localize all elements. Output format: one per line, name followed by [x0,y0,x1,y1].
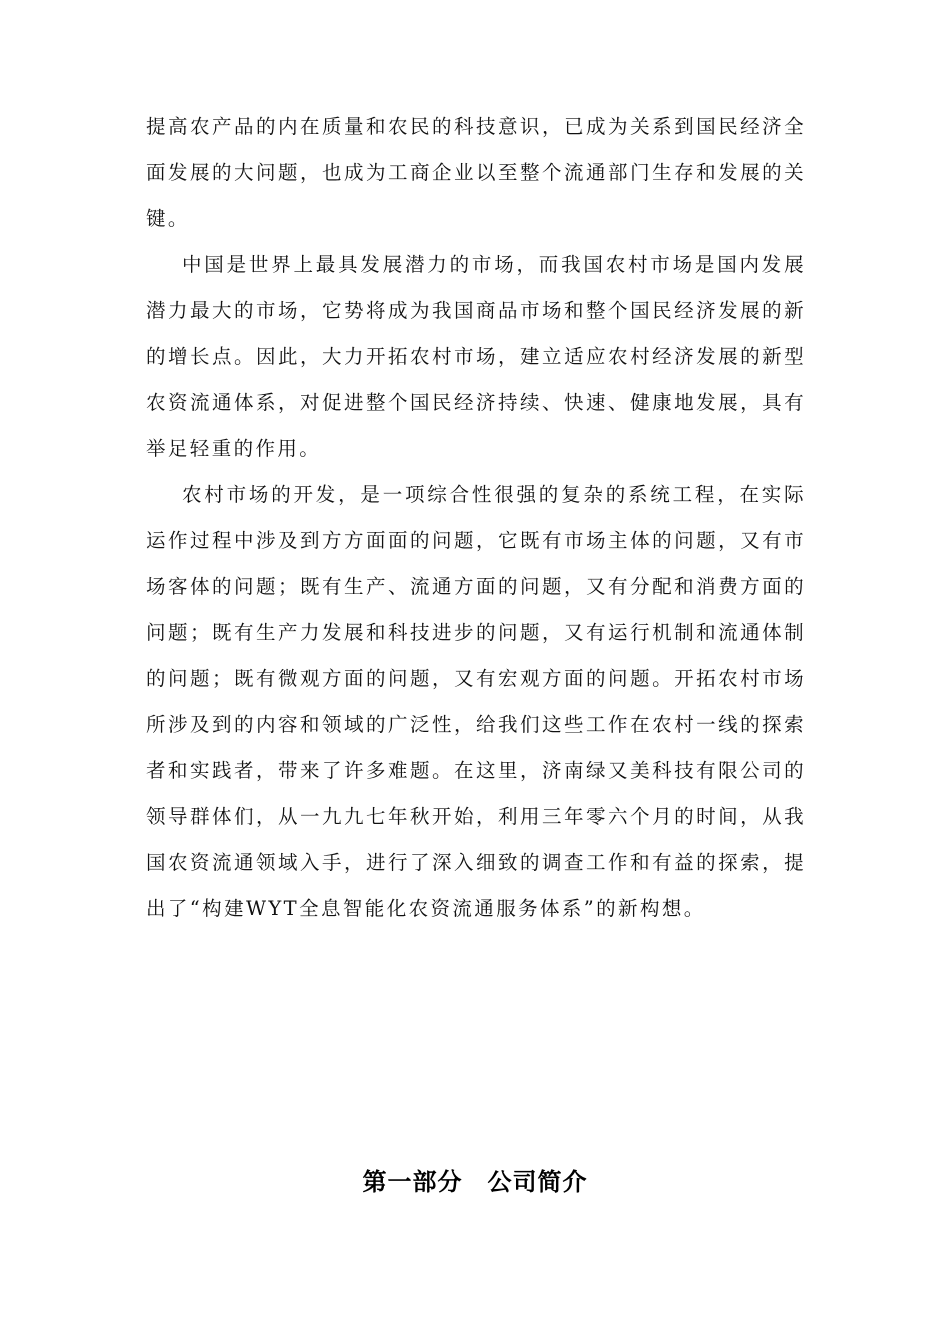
paragraph-china-market: 中国是世界上最具发展潜力的市场，而我国农村市场是国内发展潜力最大的市场，它势将成为我国商品市场和整个国民经济发展的新的增长点。因此，大力开拓农村市场，建立适应农村经济发展的新型农资流通体系，对促进整个国民经济持续、快速、健康地发展，具有举足轻重的作用。 [146,253,806,460]
body-text [146,104,806,932]
paragraph-continuation: 提高农产品的内在质量和农民的科技意识，已成为关系到国民经济全面发展的大问题，也成为工商企业以至整个流通部门生存和发展的关键。 [146,115,806,230]
section-heading: 第一部分 公司简介 [362,1168,588,1196]
paragraph-rural-market-development: 农村市场的开发，是一项综合性很强的复杂的系统工程，在实际运作过程中涉及到方方面面的问题，它既有市场主体的问题，又有市场客体的问题；既有生产、流通方面的问题，又有分配和消费方面的问题；既有生产力发展和科技进步的问题，又有运行机制和流通体制的问题；既有微观方面的问题，又有宏观方面的问题。开拓农村市场所涉及到的内容和领域的广泛性，给我们这些工作在农村一线的探索者和实践者，带来了许多难题。在这里，济南绿又美科技有限公司的领导群体们，从一九九七年秋开始，利用三年零六个月的时间，从我国农资流通领域入手，进行了深入细致的调查工作和有益的探索，提出了“构建WYT全息智能化农资流通服务体系”的新构想。 [146,483,806,920]
